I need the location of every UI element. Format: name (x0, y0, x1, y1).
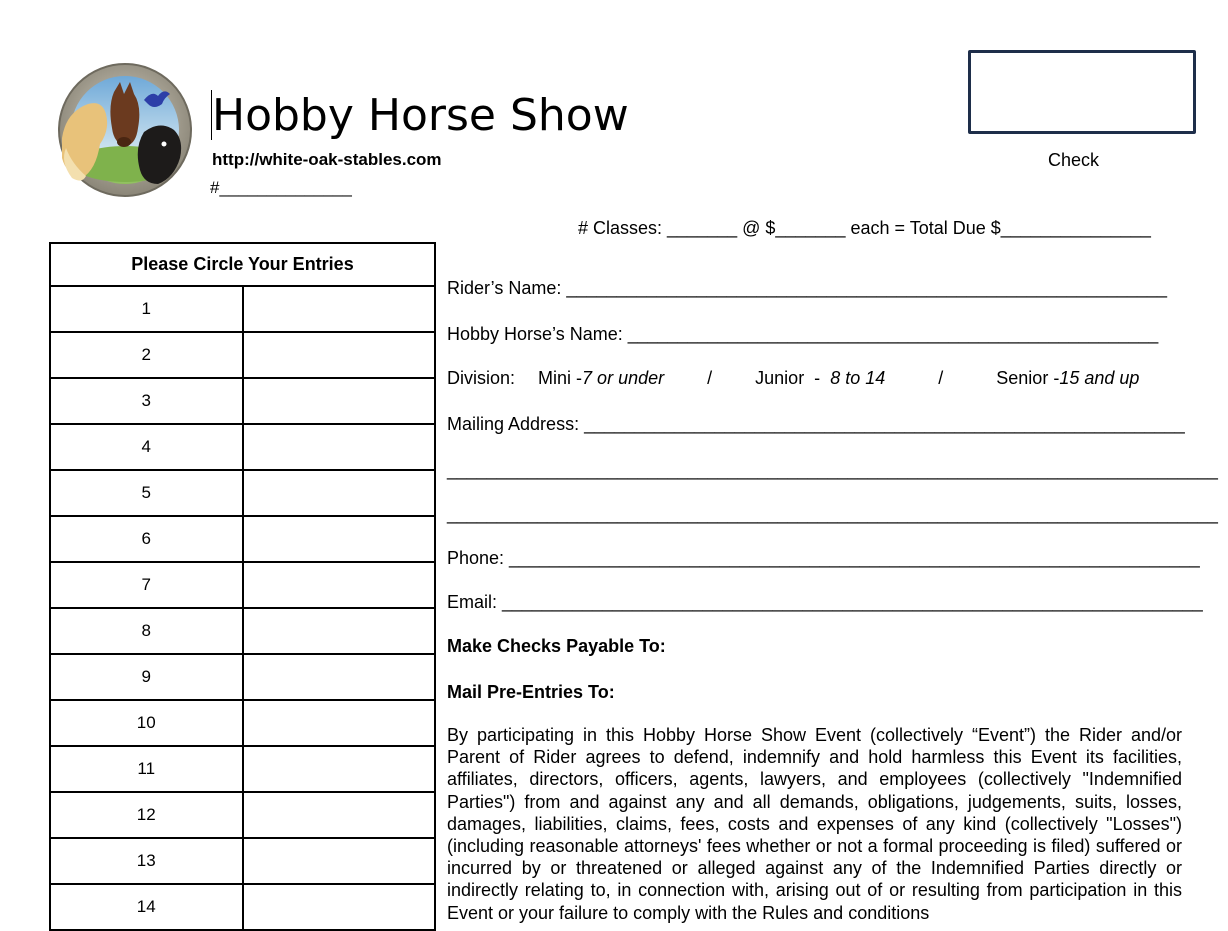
mailing-address-field[interactable]: Mailing Address: ____________________________________________________________ (447, 414, 1185, 434)
fees-line: # Classes: _______ @ $_______ each = Total Due $_______________ (578, 218, 1151, 238)
entry-cell[interactable] (243, 838, 436, 884)
division-label: Division: (447, 368, 516, 388)
table-row (50, 332, 435, 378)
table-row (50, 286, 435, 332)
entry-number: 8 (50, 608, 243, 654)
entry-number: 2 (50, 332, 243, 378)
entry-number: 5 (50, 470, 243, 516)
email-field[interactable]: Email: ______________________________________________________________________ (447, 592, 1203, 612)
entry-cell[interactable] (243, 286, 436, 332)
entry-number: 12 (50, 792, 243, 838)
page-title: Hobby Horse Show (212, 90, 629, 141)
table-row (50, 424, 435, 470)
hobby-horse-name-field[interactable]: Hobby Horse’s Name: _____________________________________________________ (447, 324, 1159, 344)
entry-number: 3 (50, 378, 243, 424)
white-oak-stables-logo (52, 60, 198, 198)
table-row (50, 654, 435, 700)
entry-cell[interactable] (243, 654, 436, 700)
check-label: Check (1048, 150, 1100, 170)
entry-number: 6 (50, 516, 243, 562)
division-separator: / (938, 368, 944, 388)
phone-field[interactable]: Phone: _____________________________________________________________________ (447, 548, 1200, 568)
entry-number: 1 (50, 286, 243, 332)
entries-table (49, 242, 436, 931)
junior-label[interactable]: Junior - (755, 368, 831, 388)
entry-number-line: #______________ (210, 178, 352, 197)
table-row (50, 746, 435, 792)
division-line (447, 367, 1139, 389)
entry-number: 14 (50, 884, 243, 930)
entry-number: 10 (50, 700, 243, 746)
table-row (50, 608, 435, 654)
entry-cell[interactable] (243, 378, 436, 424)
rider-name-field[interactable]: Rider’s Name: ____________________________________________________________ (447, 278, 1168, 298)
table-row (50, 838, 435, 884)
table-row (50, 470, 435, 516)
address-line-3[interactable]: _____________________________________________________________________________ (447, 504, 1218, 524)
waiver-text: By participating in this Hobby Horse Show Event (collectively “Event”) the Rider and/or Parent of Rider agrees to defend, indemnify and hold harmless this Event its facilities, affiliates, directors, officers, agents, lawyers, and employees (collectively "Indemnified Parties") from and against any and all demands, obligations, judgements, suits, losses, damages, liabilities, claims, fees, costs and expenses of any kind (collectively "Losses") (including reasonable attorneys' fees whether or not a formal proceeding is filed) suffered or incurred by or threatened or alleged against any of the Indemnified Parties directly or indirectly relating to, in connection with, arising out of or resulting from participation in this Event or your failure to comply with the Rules and conditions (447, 725, 1182, 923)
entry-cell[interactable] (243, 470, 436, 516)
website-url[interactable]: http://white-oak-stables.com (212, 150, 442, 169)
entry-number: 11 (50, 746, 243, 792)
entry-cell[interactable] (243, 792, 436, 838)
address-line-2[interactable]: _____________________________________________________________________________ (447, 460, 1218, 480)
division-separator: / (707, 368, 713, 388)
entry-cell[interactable] (243, 746, 436, 792)
table-row (50, 884, 435, 930)
entry-number: 13 (50, 838, 243, 884)
entry-cell[interactable] (243, 332, 436, 378)
table-row (50, 792, 435, 838)
entry-cell[interactable] (243, 884, 436, 930)
entry-cell[interactable] (243, 424, 436, 470)
entries-heading: Please Circle Your Entries (50, 243, 435, 286)
table-row (50, 378, 435, 424)
entry-cell[interactable] (243, 516, 436, 562)
table-row (50, 562, 435, 608)
mail-pre-entries-heading: Mail Pre-Entries To: (447, 682, 615, 702)
senior-age: 15 and up (1059, 368, 1140, 388)
entry-cell[interactable] (243, 562, 436, 608)
table-row (50, 700, 435, 746)
senior-label[interactable]: Senior - (996, 368, 1060, 388)
mini-label[interactable]: Mini - (538, 368, 583, 388)
table-row (50, 516, 435, 562)
mini-age: 7 or under (582, 368, 665, 388)
entry-cell[interactable] (243, 608, 436, 654)
junior-age: 8 to 14 (830, 368, 886, 388)
entry-number: 7 (50, 562, 243, 608)
entry-number: 4 (50, 424, 243, 470)
entry-cell[interactable] (243, 700, 436, 746)
entry-number: 9 (50, 654, 243, 700)
check-box[interactable] (968, 50, 1196, 134)
checks-payable-heading: Make Checks Payable To: (447, 636, 666, 656)
